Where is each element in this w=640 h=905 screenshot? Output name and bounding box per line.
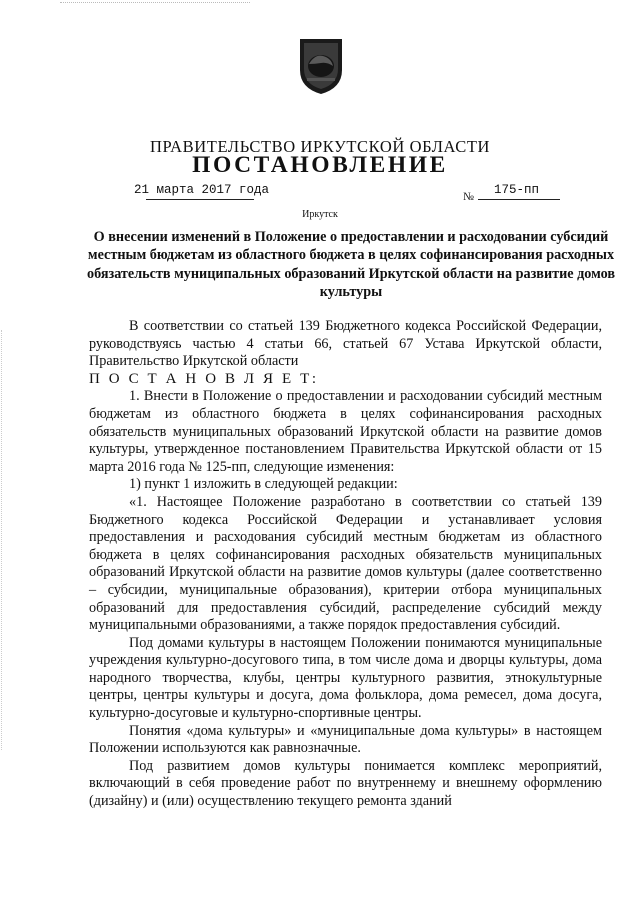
scan-artifact <box>60 2 250 6</box>
quoted-clause-paragraph: «1. Настоящее Положение разработано в соответствии со статьей 139 Бюджетного кодекса Российской Федерации и устанавливает условия предоставления и расходования субсидий местным бюджетам из областного бюджета в целях софинансирования расходных обязательств муниципальных образований Иркутской области на развитие домов культуры (далее соответственно – субсидии, муниципальные образования), критерии отбора муниципальных образований для предоставления субсидий, распределение субсидий между муниципальными образованиями, а также порядок предоставления субсидий. <box>89 493 602 634</box>
subitem-1-paragraph: 1) пункт 1 изложить в следующей редакции: <box>129 476 398 493</box>
development-paragraph: Под развитием домов культуры понимается комплекс мероприятий, включающий в себя проведение работ по внутреннему и внешнему оформлению (дизайну) и (или) осуществлению текущего ремонта зданий <box>89 757 602 810</box>
organization-name: ПРАВИТЕЛЬСТВО ИРКУТСКОЙ ОБЛАСТИ <box>149 137 491 156</box>
equivalence-paragraph: Понятия «дома культуры» и «муниципальные дома культуры» в настоящем Положении используются как равнозначные. <box>89 722 602 757</box>
definition-paragraph: Под домами культуры в настоящем Положении понимаются муниципальные учреждения культурно-досугового типа, в том числе дома и дворцы культуры, дома народного творчества, клубы, центры культурного развития, этнокультурные центры, центры культуры и досуга, дома фольклора, дома ремесел, дома досуга, культурно-досуговые и культурно-спортивные центры. <box>89 634 602 722</box>
preamble-paragraph: В соответствии со статьей 139 Бюджетного кодекса Российской Федерации, руководствуясь частью 4 статьи 66, статьей 67 Устава Иркутской области, Правительство Иркутской области <box>89 318 602 370</box>
number-sign: № <box>463 191 474 203</box>
date-underline <box>146 199 254 200</box>
item-1-paragraph: 1. Внести в Положение о предоставлении и расходовании субсидий местным бюджетам из областного бюджета в целях софинансирования расходных обязательств муниципальных образований Иркутской области на развитие домов культуры, утвержденное постановлением Правительства Иркутской области от 15 марта 2016 года № 125-пп, следующие изменения: <box>89 388 602 475</box>
document-date: 21 марта 2017 года <box>134 183 270 197</box>
document-number: 175-пп <box>494 183 540 197</box>
decree-word: П О С Т А Н О В Л Я Е Т: <box>89 370 319 387</box>
number-underline <box>478 199 560 200</box>
document-body <box>89 318 602 811</box>
coat-of-arms-icon <box>297 36 345 96</box>
document-title: О внесении изменений в Положение о предоставлении и расходовании субсидий местным бюджетам из областного бюджета в целях софинансирования расходных обязательств муниципальных образований Иркутской области на развитие домов культуры <box>86 229 615 300</box>
document-type: ПОСТАНОВЛЕНИЕ <box>192 152 448 178</box>
city-name: Иркутск <box>302 209 338 220</box>
scan-edge-artifact <box>1 330 4 750</box>
